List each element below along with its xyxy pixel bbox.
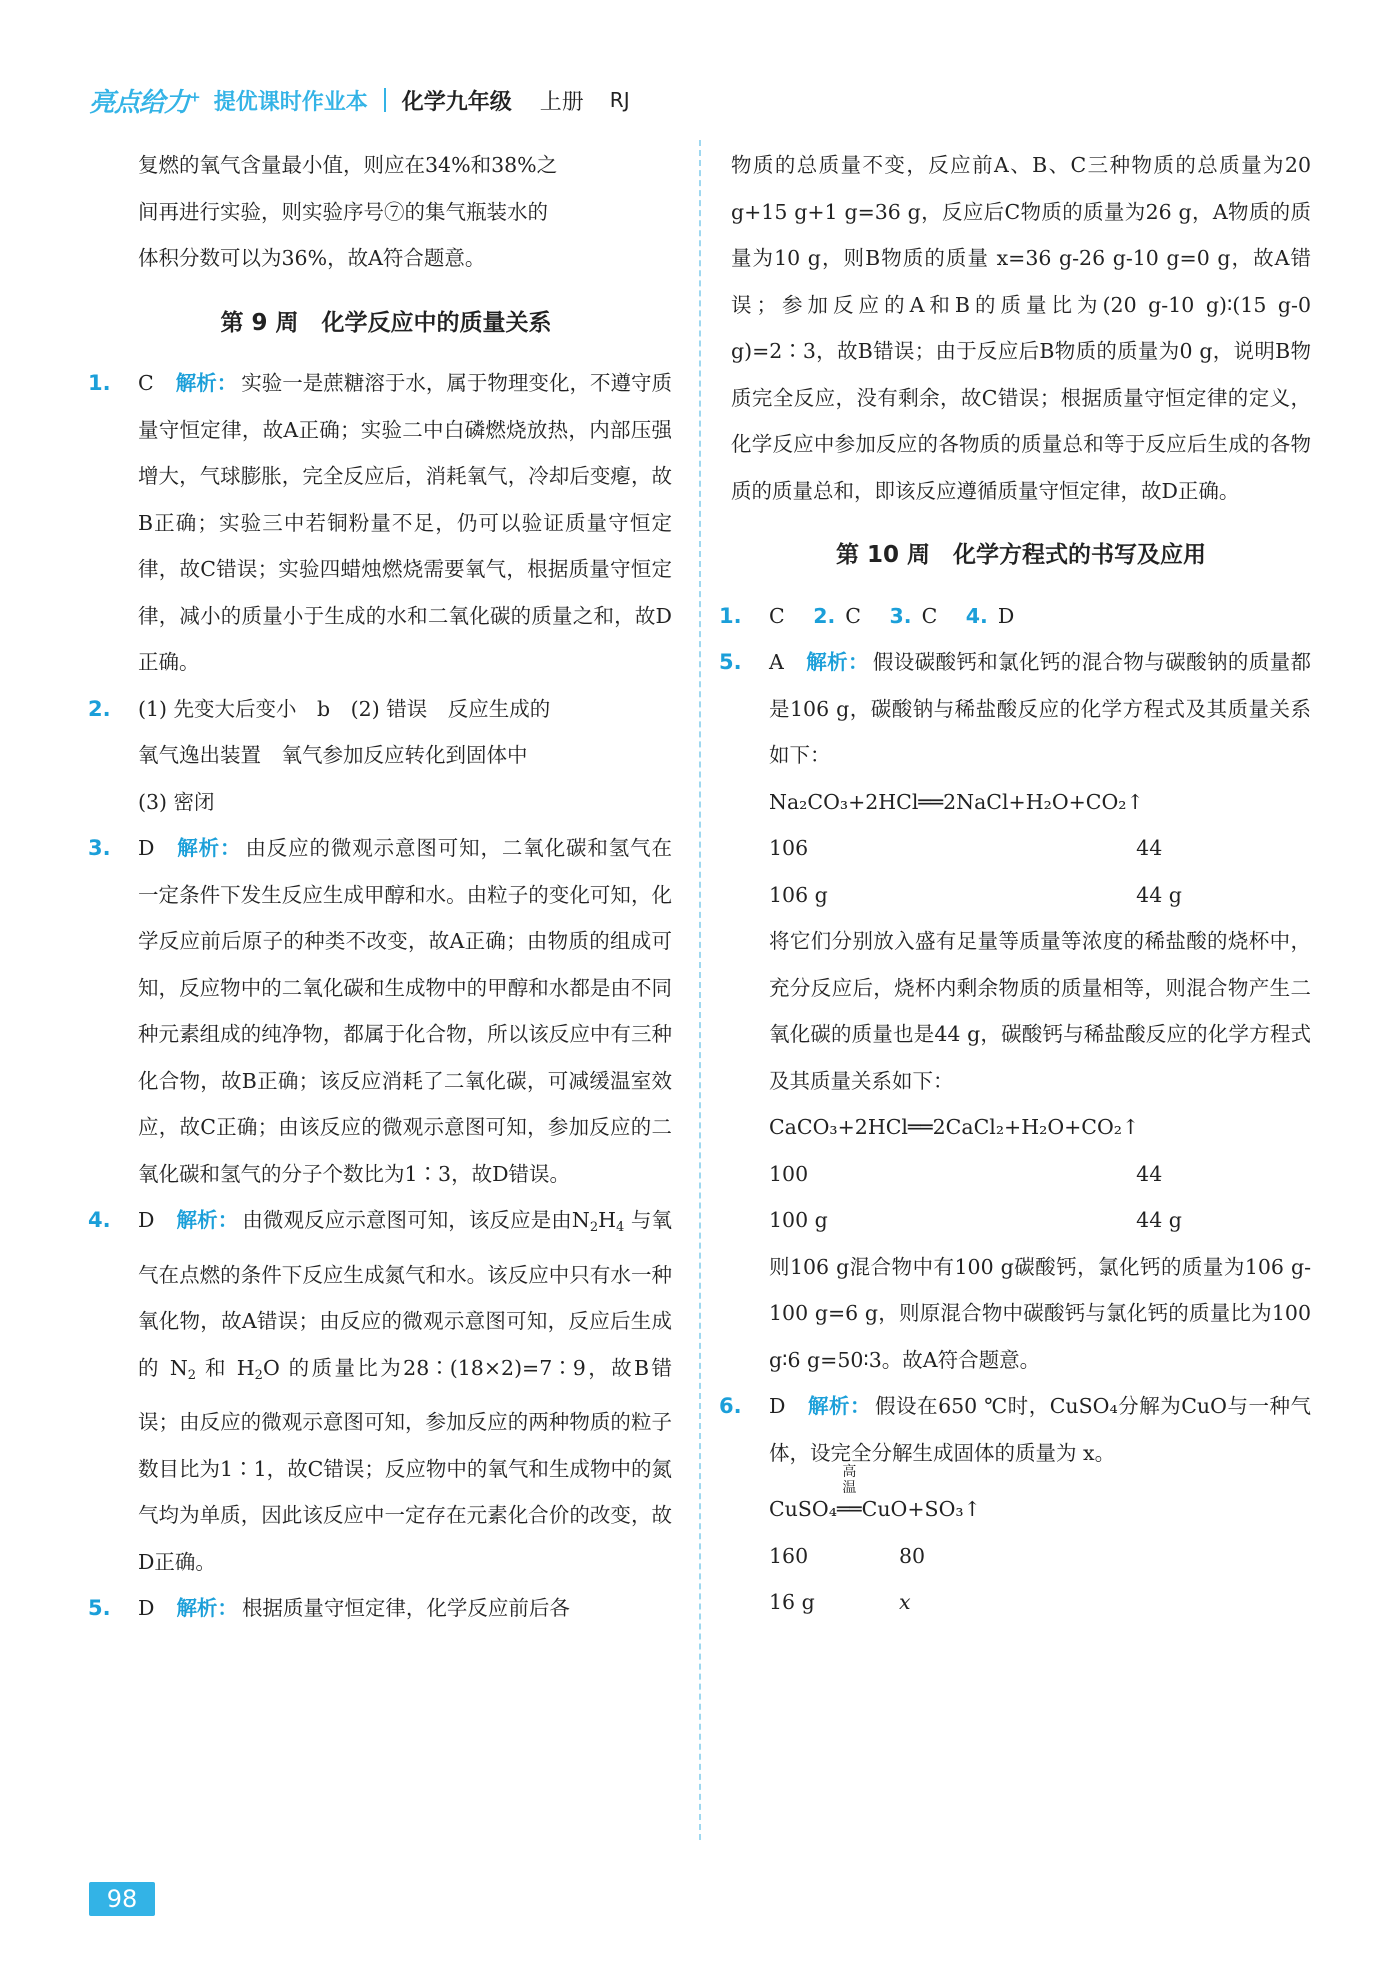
answer-choice: C [921, 603, 938, 628]
equation-cuso4: CuSO₄ 高温 ══CuO+SO₃↑ [731, 1486, 1311, 1533]
answer-items-1-4 [719, 593, 1311, 640]
equation-mass-row: 16 g x [769, 1590, 911, 1614]
analysis-label: 解析： [805, 650, 869, 674]
equation-mass-row: 100 g 44 g [769, 1208, 1182, 1232]
analysis-text-3: 则106 g混合物中有100 g碳酸钙，氯化钙的质量为106 g-100 g=6 g，则原混合物中碳酸钙与氯化钙的质量比为100 g∶6 g=50∶3。故A符合题意。 [769, 1254, 1311, 1372]
reaction-arrow: 高温 ══ [836, 1464, 862, 1521]
analysis-text-b: 与氧气在点燃的条件下反应生成氮气和水。该反应中只有水一种氧化物，故A错误；由反应的微观示意图可知，反应后生成的 [138, 1208, 672, 1380]
item-number: 1. [719, 603, 742, 628]
analysis-text: 假设碳酸钙和氯化钙的混合物与碳酸钠的质量都是106 g，碳酸钠与稀盐酸反应的化学方程式及其质量关系如下： [769, 650, 1311, 767]
intro-line-2: 间再进行实验，则实验序号⑦的集气瓶装水的 [138, 199, 548, 224]
answer-item-2 [88, 686, 672, 826]
item-number: 2. [813, 603, 836, 628]
formula-h2o: H2O [236, 1355, 280, 1383]
analysis-text: 假设在650 ℃时，CuSO₄分解为CuO与一种气体，设完全分解生成固体的质量为 x。 [769, 1394, 1312, 1465]
analysis-text: 根据质量守恒定律，化学反应前后各 [241, 1596, 570, 1620]
series-title: 提优课时作业本 [213, 89, 368, 115]
equation-na2co3: Na₂CO₃+2HCl══2NaCl+H₂O+CO₂↑ [769, 789, 1144, 814]
answer-choice: C [769, 603, 785, 628]
answer-choice: A [769, 650, 784, 674]
analysis-text-c: 和 [196, 1355, 237, 1380]
item-number: 3. [889, 603, 912, 628]
answer-choice: D [769, 1394, 786, 1418]
analysis-text: 实验一是蔗糖溶于水，属于物理变化，不遵守质量守恒定律，故A正确；实验二中白磷燃烧放热，内部压强增大，气球膨胀，完全反应后，消耗氧气，冷却后变瘪，故B正确；实验三中若铜粉量不足，仍可以验证质量守恒定律，故C错误；实验四蜡烛燃烧需要氧气，根据质量守恒定律，减小的质量小于生成的水和二氧化碳的质量之和，故D正确。 [138, 371, 673, 674]
item-number: 5. [88, 1596, 111, 1620]
intro-line-1: 复燃的氧气含量最小值，则应在34%和38%之 [138, 153, 558, 177]
item-number: 4. [965, 603, 988, 628]
answer-choice: C [138, 371, 154, 395]
equation-mass-row: 100 44 [769, 1161, 1163, 1186]
analysis-label: 解析： [176, 836, 242, 860]
page-number: 98 [89, 1882, 155, 1916]
grade-label: 化学九年级 [401, 89, 512, 115]
equation-mass-row: 106 44 [769, 836, 1163, 860]
analysis-label: 解析： [176, 1596, 238, 1620]
formula-n2: N2 [169, 1355, 197, 1383]
week10-title: 第 10 周 化学方程式的书写及应用 [835, 542, 1207, 568]
item-number: 3. [88, 836, 111, 860]
answer-item-5 [719, 639, 1311, 779]
equation-caco3: CaCO₃+2HCl══2CaCl₂+H₂O+CO₂↑ [769, 1115, 1140, 1139]
q5-continuation: 物质的总质量不变，反应前A、B、C三种物质的总质量为20 g+15 g+1 g=36 g，反应后C物质的质量为26 g，A物质的质量为10 g，则B物质的质量 x=36 g-26 g-10 g=0 g，故A错误；参加反应的A和B的质量比为(20 g-10 g)∶(15 g-0 g)=2∶3，故B错误；由于反应后B物质的质量为0 g，说明B物质完全反应，没有剩余，故C错误；根据质量守恒定律的定义，化学反应中参加反应的各物质的质量总和等于反应后生成的各物质的质量总和，即该反应遵循质量守恒定律，故D正确。 [731, 153, 1311, 503]
equation-mass-row: 160 80 [769, 1543, 926, 1568]
analysis-text: 由反应的微观示意图可知，二氧化碳和氢气在一定条件下发生反应生成甲醇和水。由粒子的变化可知，化学反应前后原子的种类不改变，故A正确；由物质的组成可知，反应物中的二氧化碳和生成物中的甲醇和水都是由不同种元素组成的纯净物，都属于化合物，所以该反应中有三种化合物，故B正确；该反应消耗了二氧化碳，可减缓温室效应，故C正确；由该反应的微观示意图可知，参加反应的二氧化碳和氢气的分子个数比为1∶3，故D错误。 [138, 836, 673, 1186]
answer-line: (3) 密闭 [138, 789, 215, 814]
intro-line-3: 体积分数可以为36%，故A符合题意。 [138, 246, 486, 270]
answer-choice: D [138, 1208, 155, 1232]
column-divider [699, 140, 701, 1840]
equation-mass-row: 106 g 44 g [769, 882, 1182, 907]
answer-item-6 [719, 1383, 1312, 1476]
brand-logo: 亮点给力+ [89, 87, 200, 118]
answer-line: (1) 先变大后变小 b (2) 错误 反应生成的 [138, 696, 551, 721]
edition-label: RJ [609, 88, 630, 112]
left-column [88, 142, 673, 1632]
answer-item-3 [88, 825, 673, 1197]
analysis-text-2: 将它们分别放入盛有足量等质量等浓度的稀盐酸的烧杯中，充分反应后，烧杯内剩余物质的质量相等，则混合物产生二氧化碳的质量也是44 g，碳酸钙与稀盐酸反应的化学方程式及其质量关系如下： [769, 929, 1311, 1093]
item-number: 1. [88, 371, 111, 395]
header-separator [384, 88, 386, 112]
analysis-text-d: 的质量比为28∶(18×2)=7∶9，故B错误；由反应的微观示意图可知，参加反应的两种物质的粒子数目比为1∶1，故C错误；反应物中的氧气和生成物中的氮气均为单质，因此该反应中一定存在元素化合价的改变，故D正确。 [138, 1355, 672, 1574]
answer-choice: D [138, 1596, 155, 1620]
week9-title: 第 9 周 化学反应中的质量关系 [220, 309, 552, 336]
page-header [89, 80, 630, 120]
answer-choice: C [845, 603, 861, 628]
answer-choice: D [997, 603, 1015, 628]
formula-n2h4: N2H4 [571, 1208, 625, 1235]
item-number: 5. [719, 650, 742, 674]
answer-item-1 [88, 360, 673, 686]
semester-label: 上册 [539, 89, 584, 115]
reaction-condition: 高温 [842, 1464, 857, 1496]
analysis-label: 解析： [176, 1208, 239, 1232]
item-number: 4. [88, 1208, 111, 1232]
item-number: 6. [719, 1394, 742, 1418]
answer-choice: D [138, 836, 155, 860]
answer-line: 氧气逸出装置 氧气参加反应转化到固体中 [138, 743, 528, 767]
analysis-label: 解析： [807, 1394, 872, 1418]
analysis-text-a: 由微观反应示意图可知，该反应是由 [242, 1208, 572, 1232]
right-column [719, 142, 1312, 1626]
analysis-label: 解析： [175, 371, 238, 395]
item-number: 2. [88, 696, 111, 721]
answer-item-4 [88, 1197, 672, 1585]
answer-item-5 [88, 1585, 672, 1632]
